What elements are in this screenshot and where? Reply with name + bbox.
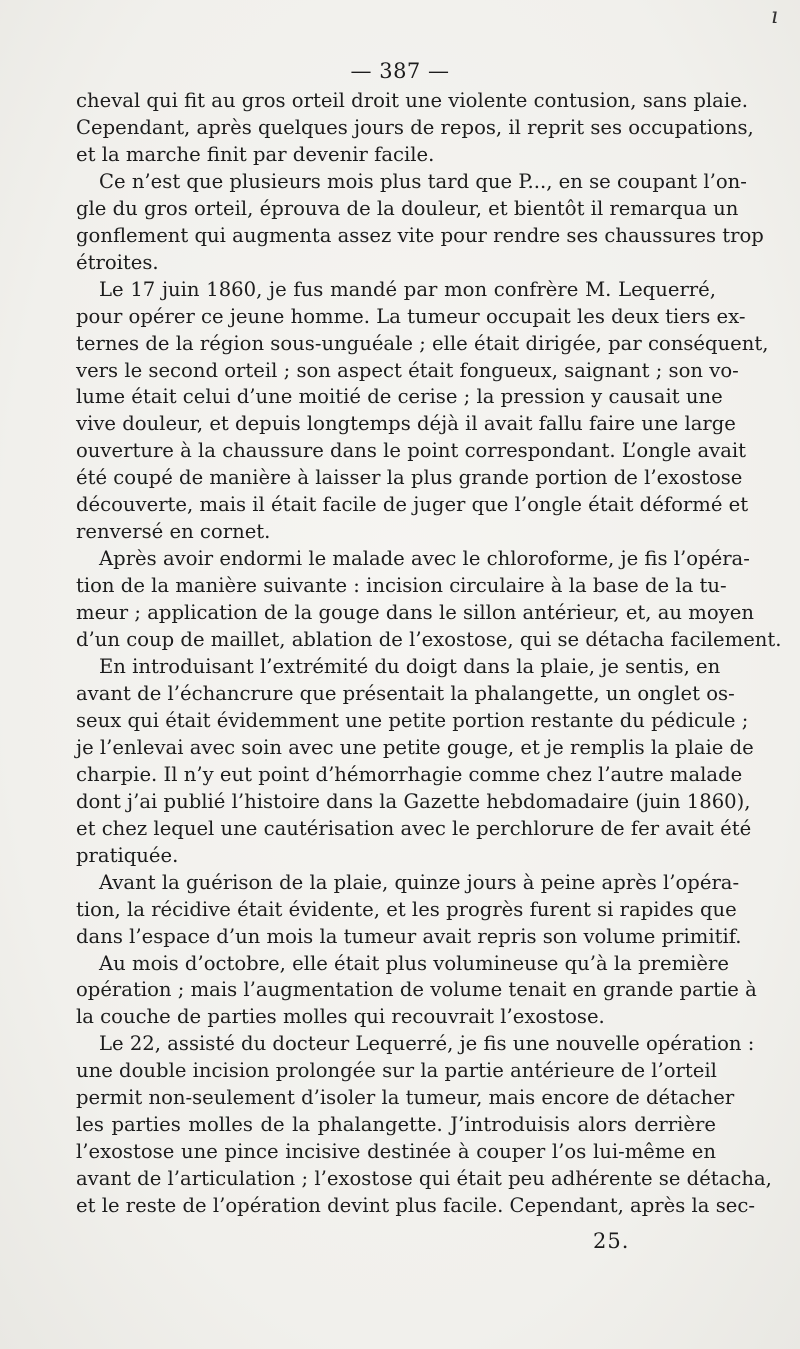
- text-line: cheval qui fit au gros orteil droit une violente contusion, sans plaie.: [76, 89, 748, 112]
- text-line: Après avoir endormi le malade avec le chloroforme, je fis l’opéra-: [99, 547, 750, 571]
- text-line: opération ; mais l’augmentation de volume tenait en grande partie à: [76, 978, 757, 1002]
- text-line: permit non-seulement d’isoler la tumeur, mais encore de détacher: [76, 1086, 735, 1110]
- text-line: tion, la récidive était évidente, et les progrès furent si rapides que: [76, 897, 737, 921]
- text-line: les parties molles de la phalangette. J’introduisis alors derrière: [76, 1113, 716, 1137]
- text-line: Ce n’est que plusieurs mois plus tard que P..., en se coupant l’on-: [99, 169, 747, 193]
- text-line: Le 22, assisté du docteur Lequerré, je fis une nouvelle opération :: [99, 1032, 755, 1056]
- text-line: vive douleur, et depuis longtemps déjà il avait fallu faire une large: [76, 412, 736, 436]
- text-line: vers le second orteil ; son aspect était fongueux, saignant ; son vo-: [76, 358, 739, 382]
- text-line: charpie. Il n’y eut point d’hémorrhagie comme chez l’autre malade: [76, 762, 743, 786]
- text-line: l’exostose une pince incisive destinée à couper l’os lui-même en: [76, 1140, 716, 1164]
- text-line: Cependant, après quelques jours de repos, il reprit ses occupations,: [76, 115, 754, 139]
- text-line: avant de l’échancrure que présentait la phalangette, un onglet os-: [76, 681, 735, 705]
- text-line: pratiquée.: [76, 843, 179, 867]
- text-line: été coupé de manière à laisser la plus grande portion de l’exostose: [76, 466, 743, 490]
- text-line: et la marche finit par devenir facile.: [76, 142, 435, 166]
- text-line: étroites.: [76, 250, 159, 274]
- corner-mark: ı: [770, 4, 778, 29]
- text-line: renversé en cornet.: [76, 520, 271, 544]
- text-line: la couche de parties molles qui recouvrait l’exostose.: [76, 1005, 605, 1029]
- text-line: seux qui était évidemment une petite portion restante du pédicule ;: [76, 708, 749, 732]
- page-number: — 387 —: [350, 59, 450, 83]
- text-line: découverte, mais il était facile de juger que l’ongle était déformé et: [76, 493, 749, 517]
- text-line: Au mois d’octobre, elle était plus volumineuse qu’à la première: [99, 951, 729, 975]
- body-text: [76, 88, 782, 1220]
- text-line: je l’enlevai avec soin avec une petite gouge, et je remplis la plaie de: [76, 735, 754, 759]
- text-line: lume était celui d’une moitié de cerise ; la pression y causait une: [76, 385, 723, 409]
- text-line: gonflement qui augmenta assez vite pour rendre ses chaussures trop: [76, 223, 764, 247]
- text-line: En introduisant l’extrémité du doigt dans la plaie, je sentis, en: [99, 655, 721, 679]
- text-line: meur ; application de la gouge dans le sillon antérieur, et, au moyen: [76, 601, 754, 625]
- text-line: Le 17 juin 1860, je fus mandé par mon confrère M. Lequerré,: [99, 277, 716, 301]
- text-line: d’un coup de maillet, ablation de l’exostose, qui se détacha facilement.: [76, 628, 782, 652]
- text-line: tion de la manière suivante : incision circulaire à la base de la tu-: [76, 574, 727, 598]
- text-line: pour opérer ce jeune homme. La tumeur occupait les deux tiers ex-: [76, 304, 746, 328]
- text-line: dont j’ai publié l’histoire dans la Gazette hebdomadaire (juin 1860),: [76, 789, 751, 813]
- text-line: Avant la guérison de la plaie, quinze jours à peine après l’opéra-: [99, 870, 740, 894]
- text-line: gle du gros orteil, éprouva de la douleur, et bientôt il remarqua un: [76, 196, 739, 220]
- signature-mark: 25.: [593, 1229, 630, 1253]
- text-line: une double incision prolongée sur la partie antérieure de l’orteil: [76, 1059, 717, 1083]
- text-line: et chez lequel une cautérisation avec le perchlorure de fer avait été: [76, 816, 752, 840]
- text-line: et le reste de l’opération devint plus facile. Cependant, après la sec-: [76, 1194, 755, 1218]
- text-line: dans l’espace d’un mois la tumeur avait repris son volume primitif.: [76, 924, 742, 948]
- text-line: ternes de la région sous-unguéale ; elle était dirigée, par conséquent,: [76, 331, 769, 355]
- text-line: avant de l’articulation ; l’exostose qui était peu adhérente se détacha,: [76, 1167, 772, 1191]
- text-line: ouverture à la chaussure dans le point correspondant. L’ongle avait: [76, 439, 747, 463]
